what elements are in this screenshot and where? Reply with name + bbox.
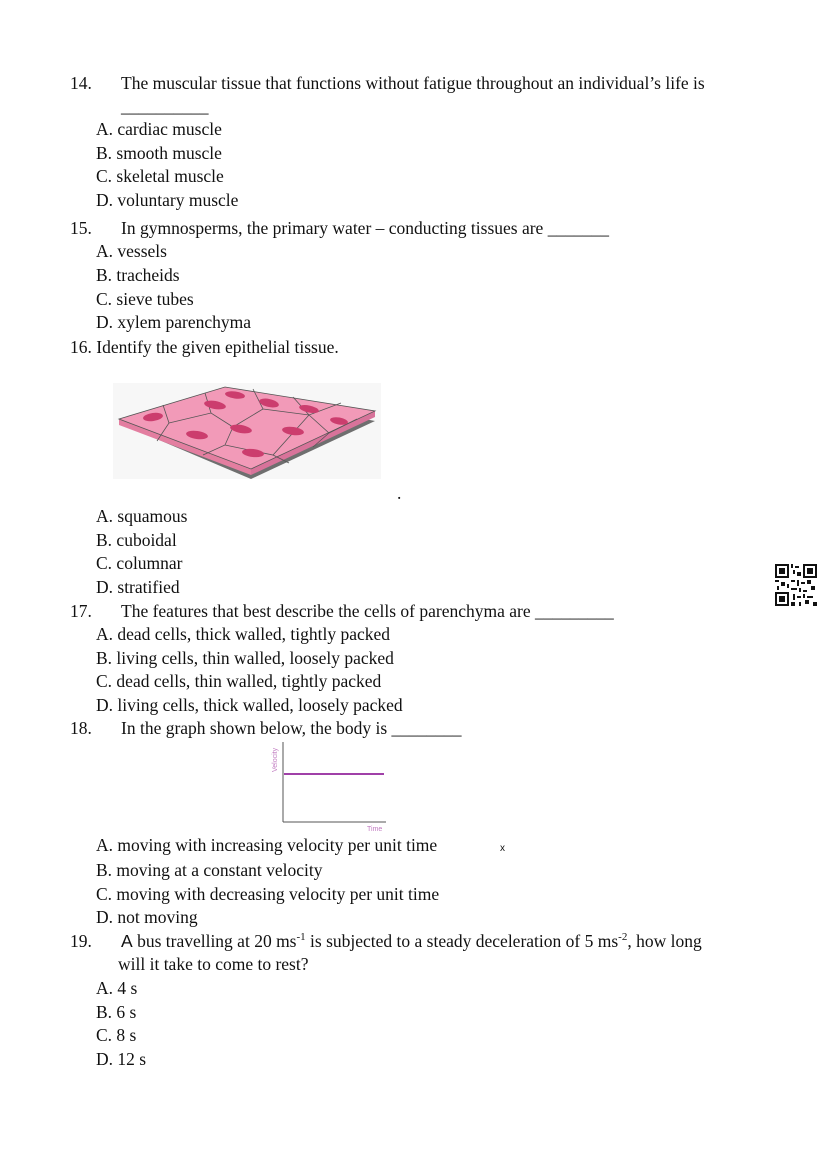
q15-option-d: D. xylem parenchyma — [96, 312, 252, 332]
q18-option-d: D. not moving — [96, 907, 198, 927]
q14-number: 14. — [70, 73, 92, 93]
q17-option-d: D. living cells, thick walled, loosely packed — [96, 695, 403, 715]
q14-blank: __________ — [121, 96, 209, 116]
q14-option-a: A. cardiac muscle — [96, 119, 222, 139]
q15-option-c: C. sieve tubes — [96, 289, 194, 309]
q19-part2: is subjected to a steady deceleration of 5 ms — [305, 931, 619, 951]
q17-option-b: B. living cells, thin walled, loosely packed — [96, 648, 394, 668]
q15-option-b: B. tracheids — [96, 265, 180, 285]
q16-option-a: A. squamous — [96, 506, 188, 526]
graph-y-label: Velocity — [272, 747, 279, 772]
q18-option-a: A. moving with increasing velocity per unit time — [96, 835, 438, 855]
q16-dot: . — [397, 483, 402, 503]
q16-option-d: D. stratified — [96, 577, 180, 597]
q19-text — [121, 930, 702, 952]
q17-option-c: C. dead cells, thin walled, tightly packed — [96, 671, 382, 691]
q16-text: 16. Identify the given epithelial tissue. — [70, 337, 339, 357]
q19-option-d: D. 12 s — [96, 1049, 147, 1069]
epithelial-tissue-figure — [113, 383, 381, 479]
q14-text: The muscular tissue that functions without fatigue throughout an individual’s life is — [121, 73, 705, 93]
q15-number: 15. — [70, 218, 92, 238]
q17-text: The features that best describe the cells of parenchyma are _________ — [121, 601, 614, 621]
q19-line2: will it take to come to rest? — [118, 954, 309, 974]
q14-option-b: B. smooth muscle — [96, 143, 222, 163]
q18-text: In the graph shown below, the body is ________ — [121, 718, 462, 738]
q15-option-a: A. vessels — [96, 241, 167, 261]
q16-option-c: C. columnar — [96, 553, 183, 573]
q17-number: 17. — [70, 601, 92, 621]
q19-sup1: -1 — [296, 931, 306, 944]
q19-option-b: B. 6 s — [96, 1002, 137, 1022]
q19-lead: A — [121, 931, 133, 951]
q19-part1: bus travelling at 20 ms — [132, 931, 297, 951]
q19-option-a: A. 4 s — [96, 978, 138, 998]
q18-option-b: B. moving at a constant velocity — [96, 860, 323, 880]
q18-number: 18. — [70, 718, 92, 738]
q19-sup2: -2 — [618, 931, 628, 944]
q15-text: In gymnosperms, the primary water – conducting tissues are _______ — [121, 218, 609, 238]
q14-option-d: D. voluntary muscle — [96, 190, 239, 210]
q18-option-c: C. moving with decreasing velocity per unit time — [96, 884, 440, 904]
stray-mark: x — [500, 843, 505, 854]
q17-option-a: A. dead cells, thick walled, tightly packed — [96, 624, 391, 644]
graph-x-label: Time — [367, 826, 383, 833]
qr-code-icon — [775, 564, 817, 606]
q14-option-c: C. skeletal muscle — [96, 166, 224, 186]
q16-option-b: B. cuboidal — [96, 530, 177, 550]
q19-option-c: C. 8 s — [96, 1025, 137, 1045]
q19-number: 19. — [70, 931, 92, 951]
q19-part3: , how long — [627, 931, 702, 951]
velocity-time-graph — [268, 740, 390, 834]
